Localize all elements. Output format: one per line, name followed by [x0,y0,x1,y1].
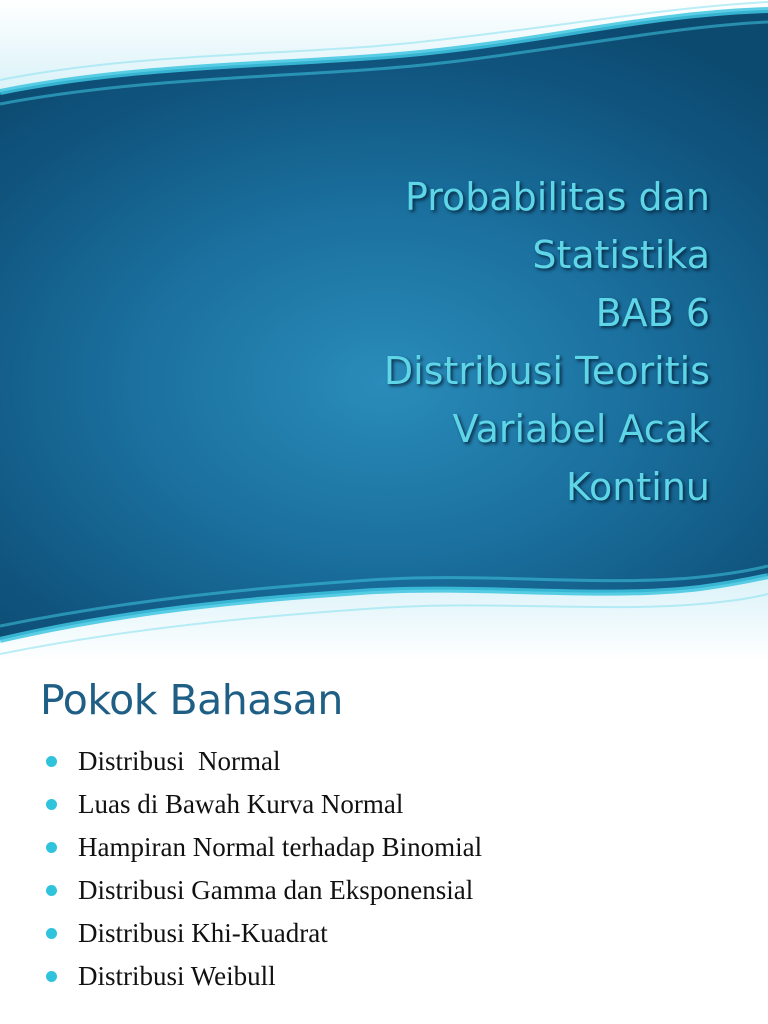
list-item-label: Luas di Bawah Kurva Normal [78,789,404,819]
bullet-icon [46,885,57,896]
bullet-icon [46,928,57,939]
bullet-icon [46,971,57,982]
title-line: Statistika [532,233,710,277]
title-line: BAB 6 [595,291,710,335]
list-item-label: Hampiran Normal terhadap Binomial [78,832,483,862]
list-item-label: Distribusi Gamma dan Eksponensial [78,875,474,905]
bullet-icon [46,799,57,810]
list-item [46,916,482,959]
title-line: Variabel Acak [452,407,710,451]
list-item [46,830,482,873]
bullet-icon [46,756,57,767]
section-heading: Pokok Bahasan [40,676,343,724]
content-slide [0,660,768,1024]
topic-list [46,744,482,1002]
title-line: Kontinu [566,465,710,509]
list-item [46,959,482,1002]
title-line: Distribusi Teoritis [383,349,710,393]
list-item-label: Distribusi Khi-Kuadrat [78,918,328,948]
list-item [46,787,482,830]
list-item [46,873,482,916]
title-line: Probabilitas dan [404,175,710,219]
bullet-icon [46,842,57,853]
list-item-label: Distribusi Weibull [78,961,276,991]
list-item-label: Distribusi Normal [78,746,281,776]
list-item [46,744,482,787]
slide-title [150,168,710,516]
